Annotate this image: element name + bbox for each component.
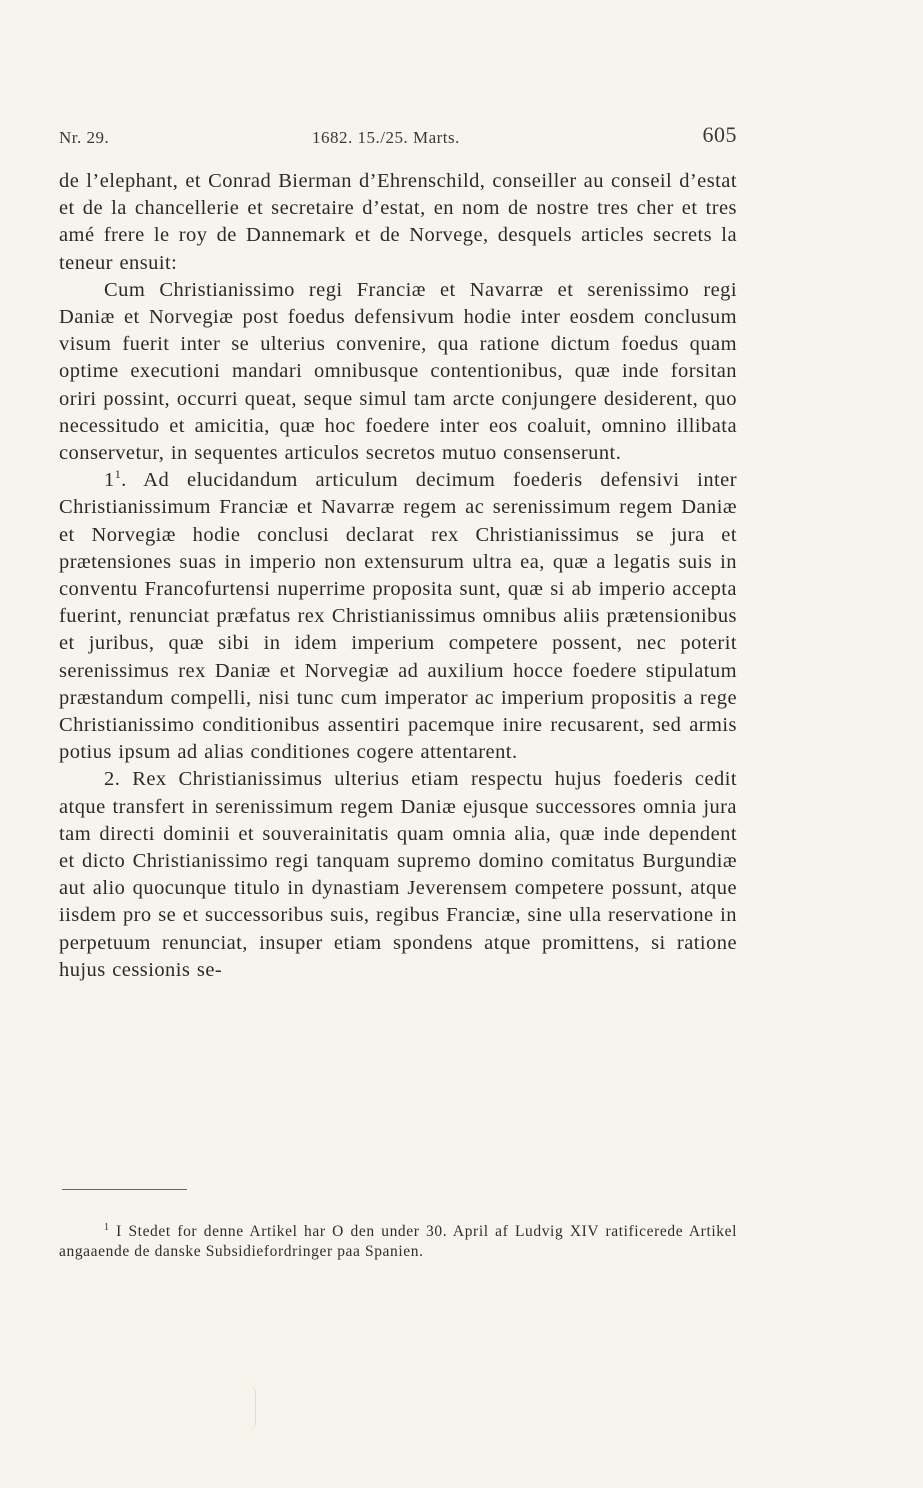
article-1 <box>59 467 737 766</box>
paragraph-text: Cum Christianissimo regi Franciæ et Navarræ et serenissimo regi Daniæ et Norvegiæ post foedus defensivum hodie inter eosdem conclusum visum fuerit inter se ulterius convenire, qua ratione dictum foedus quam optime executioni mandari omnibusque contentionibus, quæ inde forsitan oriri possint, occurri queat, seque simul tam arcte conjungere desiderent, quo necessitudo et amicitia, quæ hoc foedere inter eos coaluit, omnino illibata conservetur, in sequentes articulos secretos mutuo consenserunt. <box>59 278 737 465</box>
article-2 <box>59 766 737 984</box>
footnote <box>59 1222 737 1262</box>
header-date: 1682. 15./25. Marts. <box>312 128 460 147</box>
page-edge-shadow <box>0 1385 256 1430</box>
footnote-divider <box>62 1189 187 1190</box>
paragraph-preamble <box>59 277 737 467</box>
footnote-paragraph <box>59 1222 737 1262</box>
article-number: 2. <box>104 768 121 791</box>
paragraph-text: . Ad elucidandum articulum decimum foederis defensivi inter Christianissimum Franciæ et Navarræ regem ac serenissimum regem Daniæ et Norvegiæ hodie conclusi declarat rex Christianissimus se jura et prætensiones suas in imperio non extensurum ultra ea, quæ a legatis suis in conventu Francofurtensi nuperrime proposita sunt, quæ si ab imperio accepta fuerint, renunciat præfatus rex Christianissimus omnibus aliis prætensionibus et juribus, quæ sibi in idem imperium competere possent, nec poterit serenissimus rex Daniæ et Norvegiæ ad auxilium hocce foedere stipulatum præstandum compelli, nisi tunc cum imperator ac imperium propositis a rege Christianissimo conditionibus assentiri pacemque inire recusarent, sed armis potius ipsum ad alias conditiones cogere attentarent. <box>59 469 737 764</box>
document-number: Nr. 29. <box>59 128 110 147</box>
footnote-mark: 1 <box>104 1221 110 1233</box>
paragraph-text: Rex Christianissimus ulterius etiam respectu hujus foederis cedit atque transfert in serenissimum regem Daniæ ejusque successores omnia jura tam directi dominii et souverainitatis quam omnia alia, quæ inde dependent et dicto Christianissimo regi tanquam supremo domino comitatus Burgundiæ aut alio quocunque titulo in dynastiam Jeverensem competere possunt, atque iisdem pro se et successoribus suis, regibus Franciæ, sine ulla reservatione in perpetuum renunciat, insuper etiam spondens atque promittens, si ratione hujus cessionis se- <box>59 768 737 981</box>
main-text <box>59 168 737 984</box>
footnote-reference: 1 <box>114 467 122 482</box>
footnote-text: I Stedet for denne Artikel har O den under 30. April af Ludvig XIV ratificerede Artikel angaaende de danske Subsidiefordringer paa Spanien. <box>59 1223 737 1260</box>
page-number: 605 <box>702 122 737 147</box>
paragraph-text: de l’elephant, et Conrad Bierman d’Ehrenschild, conseiller au conseil d’estat et de la chancellerie et secretaire d’estat, en nom de nostre tres cher et tres amé frere le roy de Dannemark et de Norvege, desquels articles secrets la teneur ensuit: <box>59 170 737 274</box>
running-header <box>59 122 737 152</box>
paragraph-continuation <box>59 168 737 277</box>
article-number: 1 <box>104 469 115 492</box>
